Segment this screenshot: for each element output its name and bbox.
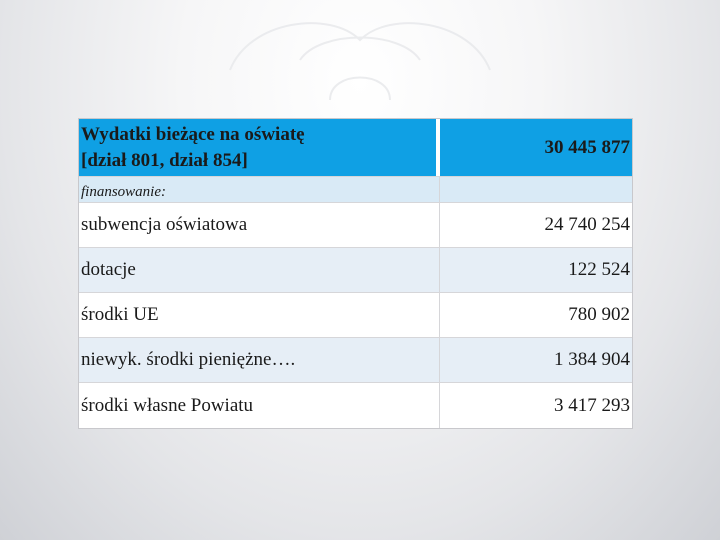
row-value: 780 902 [440,293,632,337]
row-value: 3 417 293 [440,383,632,428]
header-label-line1: Wydatki bieżące na oświatę [81,123,305,145]
header-value-cell: 30 445 877 [440,119,632,176]
row-value: 1 384 904 [440,338,632,382]
table-row [79,203,632,248]
expenses-table [78,118,633,429]
table-header-row [79,119,632,177]
header-label-cell [79,119,440,176]
header-label-line2: [dział 801, dział 854] [81,149,248,171]
row-label: środki UE [79,293,440,337]
table-row [79,293,632,338]
row-label: dotacje [79,248,440,292]
table-row [79,383,632,428]
row-label: subwencja oświatowa [79,203,440,247]
table-row [79,338,632,383]
row-value: 24 740 254 [440,203,632,247]
subheader-label: finansowanie: [79,177,440,202]
row-label: środki własne Powiatu [79,383,440,428]
row-value: 122 524 [440,248,632,292]
subheader-value [440,177,632,202]
row-label: niewyk. środki pieniężne…. [79,338,440,382]
financing-subheader-row [79,177,632,203]
table-row [79,248,632,293]
